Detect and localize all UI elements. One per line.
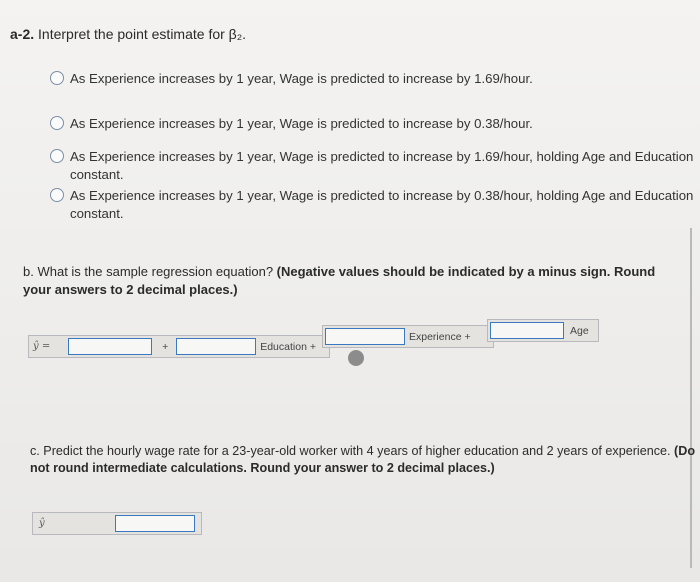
experience-input[interactable] — [325, 328, 405, 345]
option-4[interactable] — [50, 187, 700, 223]
question-c-title — [30, 443, 695, 477]
option-1-text: As Experience increases by 1 year, Wage is predicted to increase by 1.69/hour. — [70, 71, 533, 86]
equation-row-1 — [28, 335, 330, 358]
equation-row-2 — [322, 325, 494, 348]
age-input[interactable] — [490, 322, 564, 339]
intercept-input[interactable] — [68, 338, 152, 355]
status-dot-icon — [348, 350, 364, 366]
radio-button[interactable] — [50, 149, 64, 163]
radio-button[interactable] — [50, 116, 64, 130]
question-b-label: b. — [23, 264, 34, 279]
answer-row — [32, 512, 202, 535]
question-a2-label: a-2. — [10, 26, 35, 42]
education-input[interactable] — [176, 338, 256, 355]
radio-button[interactable] — [50, 71, 64, 85]
option-2-text: As Experience increases by 1 year, Wage is predicted to increase by 0.38/hour. — [70, 116, 533, 131]
question-c-label: c. — [30, 444, 40, 458]
option-1[interactable] — [50, 70, 533, 88]
question-a2-title — [10, 26, 246, 42]
question-b-bold: (Negative values should be indicated by a minus sign. Round your answers to 2 decimal places.) — [23, 264, 656, 297]
yhat-label: ŷ = — [33, 341, 51, 352]
option-3-text: As Experience increases by 1 year, Wage is predicted to increase by 1.69/hour, holding Age and Education constant. — [70, 149, 694, 182]
question-c-bold: (Do not round intermediate calculations. Round your answer to 2 decimal places.) — [30, 444, 696, 475]
yhat-label: ŷ — [39, 518, 45, 529]
experience-label: Experience + — [409, 330, 471, 343]
radio-button[interactable] — [50, 188, 64, 202]
equation-row-3 — [487, 319, 599, 342]
question-b-plain: What is the sample regression equation? — [37, 264, 274, 279]
prediction-input[interactable] — [115, 515, 195, 532]
question-b-title — [23, 263, 683, 299]
question-c-plain: Predict the hourly wage rate for a 23-year-old worker with 4 years of higher education and 2 years of experience. — [43, 444, 671, 458]
question-a2-text: Interpret the point estimate for β₂. — [38, 26, 247, 42]
plus-sign: + — [162, 340, 169, 353]
age-label: Age — [570, 324, 589, 337]
education-label: Education + — [260, 340, 316, 353]
option-3[interactable] — [50, 148, 700, 184]
option-4-text: As Experience increases by 1 year, Wage is predicted to increase by 0.38/hour, holding Age and Education constant. — [70, 188, 694, 221]
scrollbar-track[interactable] — [690, 228, 692, 568]
option-2[interactable] — [50, 115, 533, 133]
